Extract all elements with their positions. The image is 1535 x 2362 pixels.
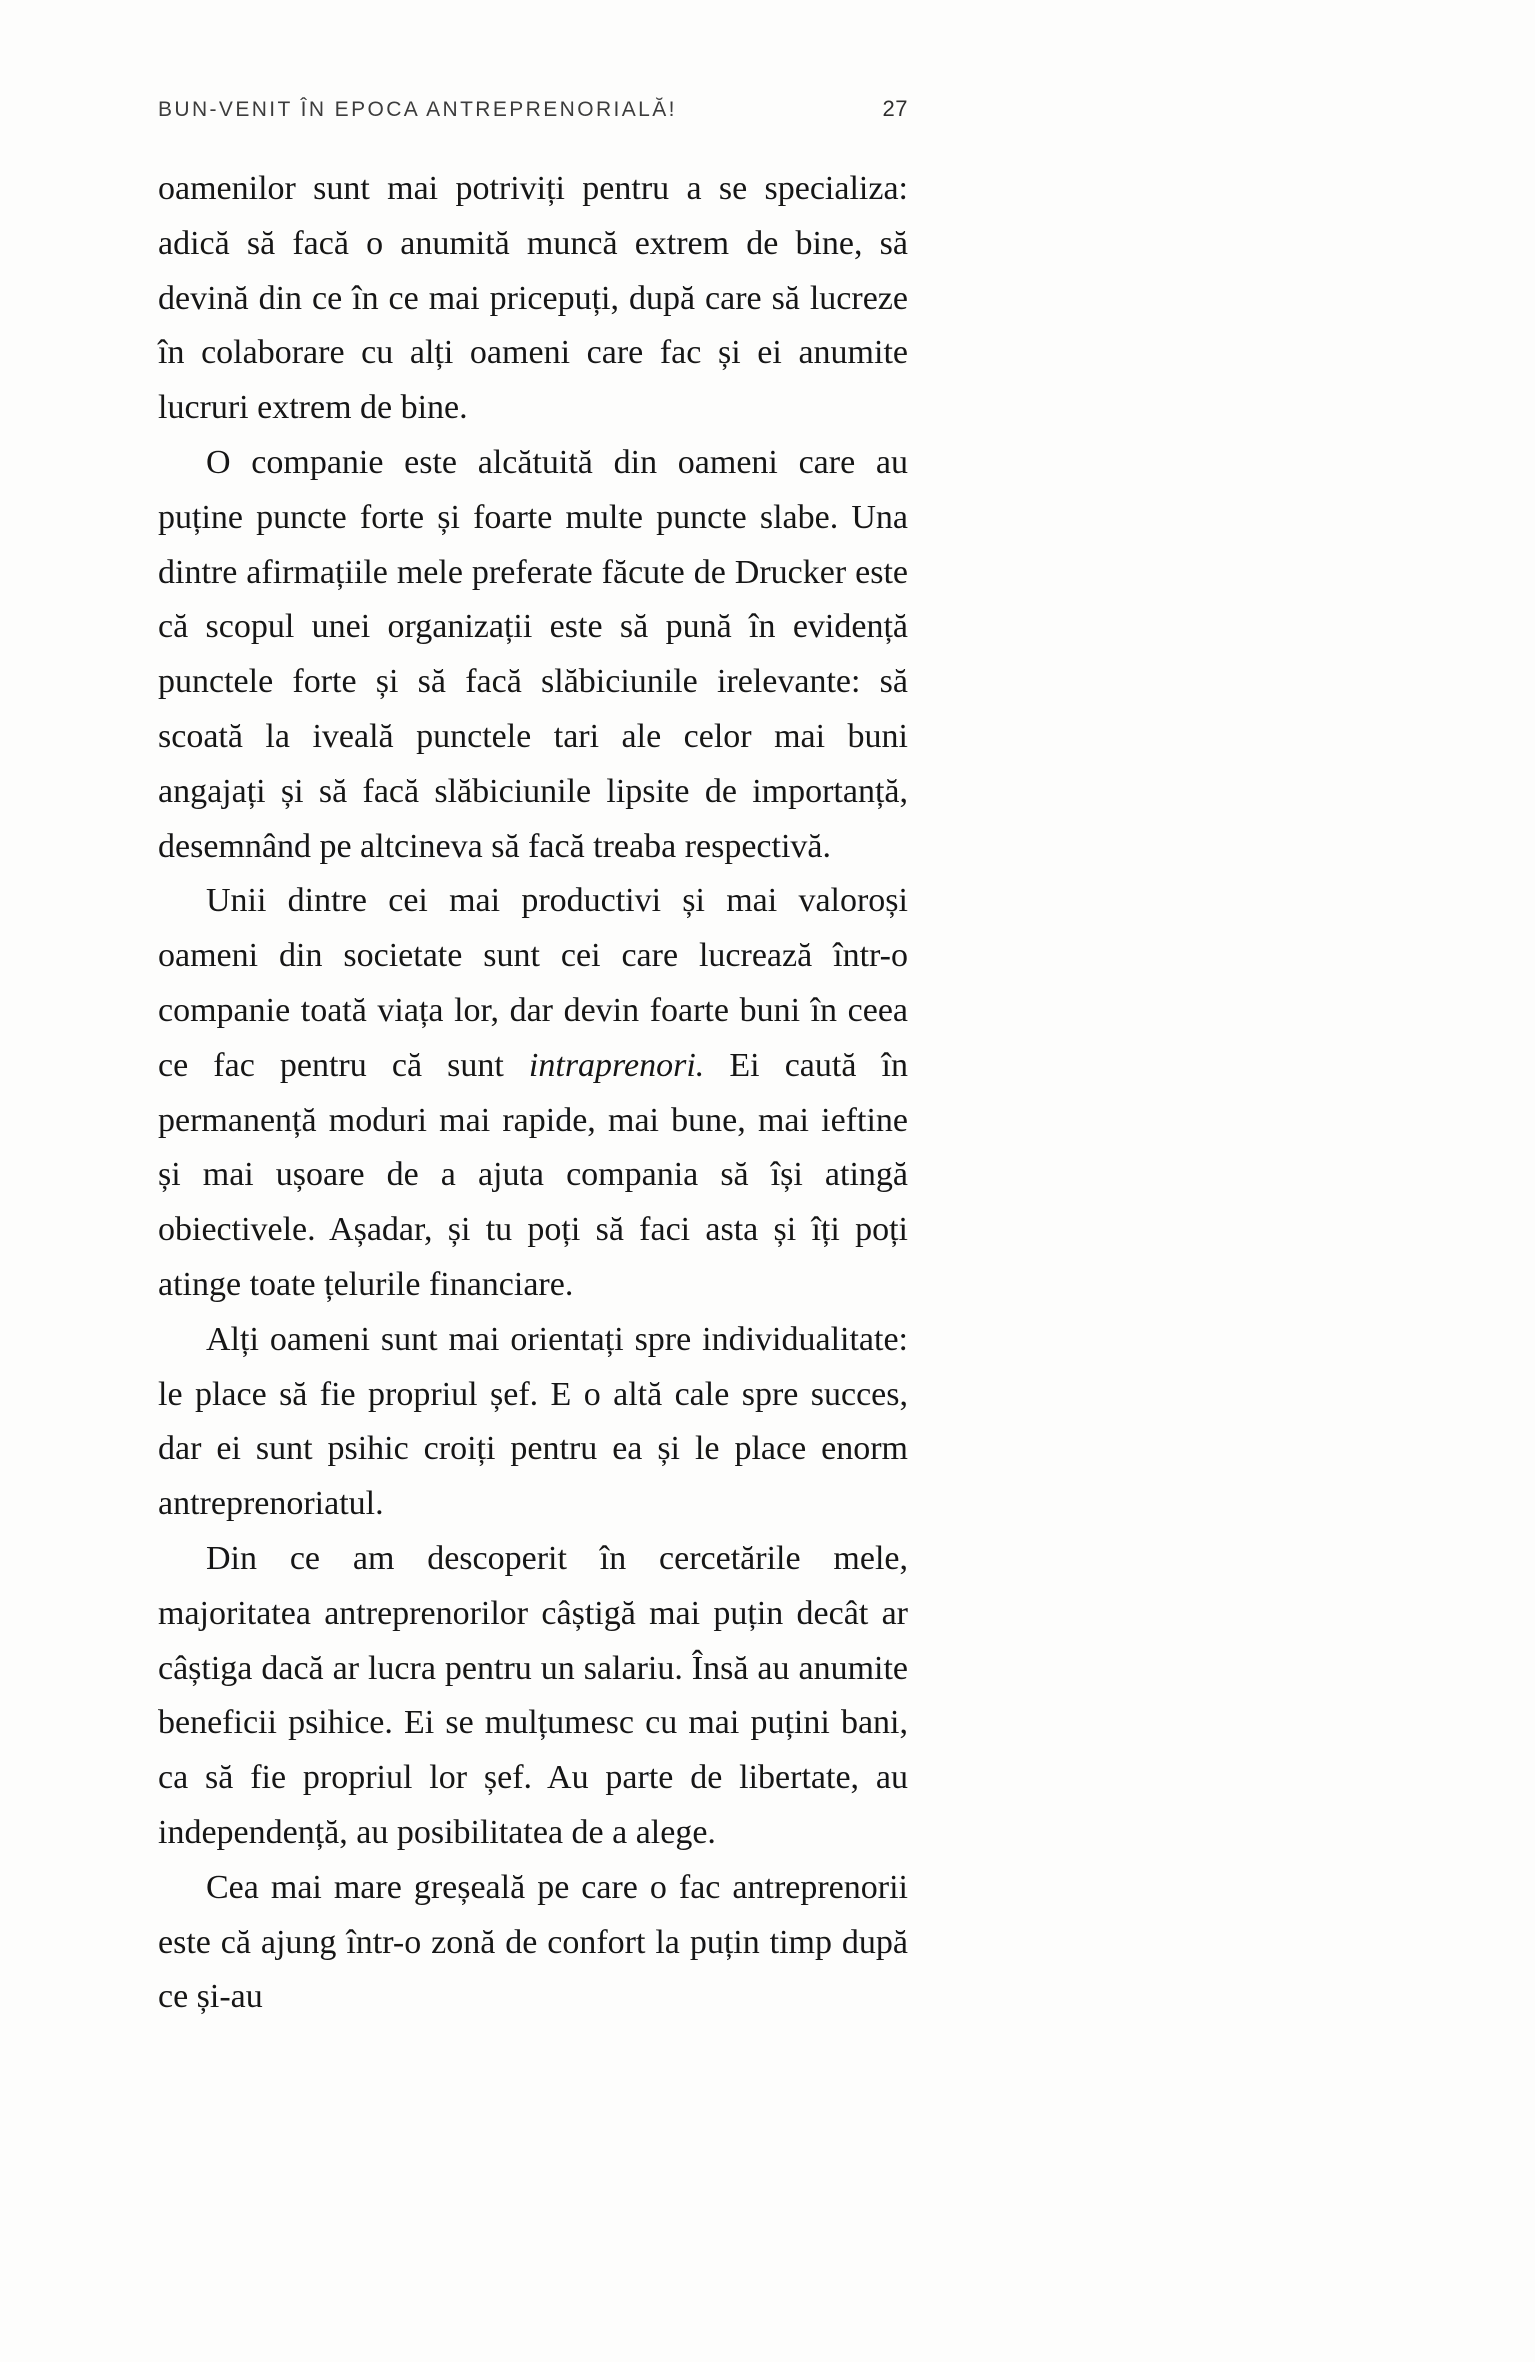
paragraph-with-italic: [158, 874, 908, 1312]
page-body: [158, 162, 908, 2025]
paragraph-text-before: Unii dintre cei mai productivi și mai valoroși oameni din societate sunt cei care lucrează într-o companie toată viața lor, dar devin foarte buni în ceea ce fac pentru că sunt: [158, 882, 908, 1084]
paragraph-continuation: oamenilor sunt mai potriviți pentru a se specializa: adică să facă o anumită muncă extrem de bine, să devină din ce în ce mai pricepuți, după care să lucreze în colaborare cu alți oameni care fac și ei anumite lucruri extrem de bine.: [158, 170, 908, 427]
italic-term: intraprenori.: [528, 1046, 705, 1084]
paragraph: Alți oameni sunt mai orientați spre individualitate: le place să fie propriul șef. E o altă cale spre succes, dar ei sunt psihic croiți pentru ea și le place enorm antreprenoriatul.: [158, 1320, 908, 1523]
page-number: 27: [882, 96, 908, 121]
page-header: [158, 96, 908, 122]
paragraph-text-after: Ei caută în permanență moduri mai rapide, mai bune, mai ieftine și mai ușoare de a ajuta compania să își atingă obiectivele. Așadar, și tu poți să faci asta și îți poți atinge toate țelurile financiare.: [158, 1046, 908, 1303]
running-title: BUN-VENIT ÎN EPOCA ANTREPRENORIALĂ!: [158, 98, 677, 121]
paragraph: Din ce am descoperit în cercetările mele, majoritatea antreprenorilor câștigă mai puțin decât ar câștiga dacă ar lucra pentru un salariu. Însă au anumite beneficii psihice. Ei se mulțumesc cu mai puțini bani, ca să fie propriul lor șef. Au parte de libertate, au independență, au posibilitatea de a alege.: [158, 1539, 908, 1851]
paragraph: O companie este alcătuită din oameni care au puține puncte forte și foarte multe puncte slabe. Una dintre afirmațiile mele preferate făcute de Drucker este că scopul unei organizații este să pună în evidență punctele forte și să facă slăbiciunile irelevante: să scoată la iveală punctele tari ale celor mai buni angajați și să facă slăbiciunile lipsite de importanță, desemnând pe altcineva să facă treaba respectivă.: [158, 443, 908, 865]
paragraph-incomplete: Cea mai mare greșeală pe care o fac antreprenorii este că ajung într-o zonă de confort la puțin timp după ce și-au: [158, 1868, 908, 2016]
